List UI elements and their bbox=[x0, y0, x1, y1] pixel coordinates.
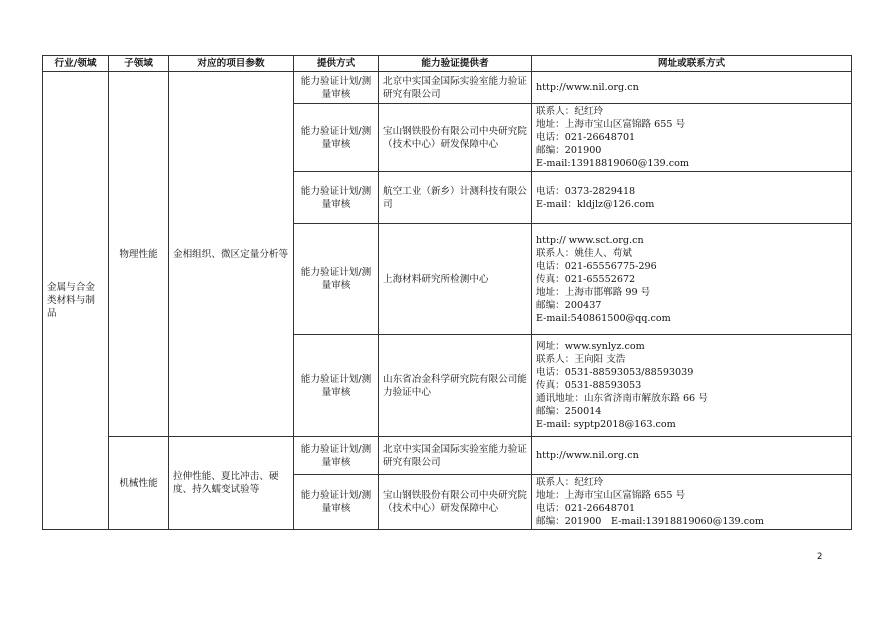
contact-line: 传真：021-65552672 bbox=[536, 273, 636, 285]
provider-cell: 航空工业（新乡）计测科技有限公司 bbox=[379, 172, 532, 224]
contact-cell bbox=[532, 224, 852, 335]
contact-line: 邮编：200437 bbox=[536, 299, 602, 311]
provider-cell: 北京中实国金国际实验室能力验证研究有限公司 bbox=[379, 72, 532, 104]
subfield-cell: 物理性能 bbox=[109, 72, 169, 437]
contact-line: 邮编：201900 E-mail:13918819060@139.com bbox=[536, 516, 764, 527]
contact-line: 传真：0531-88593053 bbox=[536, 380, 642, 391]
contact-line: http://www.nil.org.cn bbox=[536, 82, 639, 93]
contact-cell bbox=[532, 72, 852, 104]
method-cell: 能力验证计划/测量审核 bbox=[294, 335, 379, 437]
method-cell: 能力验证计划/测量审核 bbox=[294, 104, 379, 172]
contact-line: http://www.nil.org.cn bbox=[536, 450, 639, 461]
contact-line: E-mail:13918819060@139.com bbox=[536, 158, 689, 169]
col-header-provider: 能力验证提供者 bbox=[379, 56, 532, 72]
col-header-method: 提供方式 bbox=[294, 56, 379, 72]
provider-cell: 山东省冶金科学研究院有限公司能力验证中心 bbox=[379, 335, 532, 437]
col-header-params: 对应的项目参数 bbox=[169, 56, 294, 72]
contact-line: http:// www.sct.org.cn bbox=[536, 234, 644, 246]
provider-cell: 宝山钢铁股份有限公司中央研究院（技术中心）研发保障中心 bbox=[379, 104, 532, 172]
provider-cell: 北京中实国金国际实验室能力验证研究有限公司 bbox=[379, 437, 532, 475]
contact-line: 地址：上海市宝山区富锦路 655 号 bbox=[536, 490, 686, 501]
contact-line: 电话：021-26648701 bbox=[536, 132, 636, 143]
contact-line: 地址：上海市宝山区富锦路 655 号 bbox=[536, 119, 686, 130]
col-header-subfield: 子领域 bbox=[109, 56, 169, 72]
provider-cell: 上海材料研究所检测中心 bbox=[379, 224, 532, 335]
contact-cell bbox=[532, 104, 852, 172]
contact-line: 联系人：纪红玲 bbox=[536, 477, 604, 488]
params-cell: 拉伸性能、夏比冲击、硬度、持久蠕变试验等 bbox=[169, 437, 294, 530]
table-row bbox=[43, 72, 852, 104]
table-row bbox=[43, 437, 852, 475]
contact-line: 邮编：201900 bbox=[536, 145, 602, 156]
contact-line: 电话：0531-88593053/88593039 bbox=[536, 367, 694, 378]
method-cell: 能力验证计划/测量审核 bbox=[294, 437, 379, 475]
contact-line: 联系人：纪红玲 bbox=[536, 106, 604, 117]
contact-line: 电话：021-65556775-296 bbox=[536, 260, 657, 272]
contact-line: 通讯地址：山东省济南市解放东路 66 号 bbox=[536, 393, 708, 404]
contact-line: 联系人：姚佳人、苟斌 bbox=[536, 247, 632, 259]
method-cell: 能力验证计划/测量审核 bbox=[294, 172, 379, 224]
contact-cell bbox=[532, 475, 852, 530]
contact-line: 电话：021-26648701 bbox=[536, 503, 636, 514]
page-number: 2 bbox=[817, 552, 823, 562]
contact-line: 邮编：250014 bbox=[536, 406, 602, 417]
provider-table bbox=[42, 55, 852, 530]
method-cell: 能力验证计划/测量审核 bbox=[294, 475, 379, 530]
header-row bbox=[43, 56, 852, 72]
contact-line: 地址：上海市邯郸路 99 号 bbox=[536, 286, 651, 298]
method-cell: 能力验证计划/测量审核 bbox=[294, 72, 379, 104]
col-header-contact: 网址或联系方式 bbox=[532, 56, 852, 72]
method-cell: 能力验证计划/测量审核 bbox=[294, 224, 379, 335]
contact-cell bbox=[532, 335, 852, 437]
contact-cell bbox=[532, 437, 852, 475]
contact-cell bbox=[532, 172, 852, 224]
table-body bbox=[43, 72, 852, 530]
contact-line: E-mail:540861500@qq.com bbox=[536, 312, 671, 324]
provider-cell: 宝山钢铁股份有限公司中央研究院（技术中心）研发保障中心 bbox=[379, 475, 532, 530]
contact-line: 电话：0373-2829418 bbox=[536, 185, 636, 197]
subfield-cell: 机械性能 bbox=[109, 437, 169, 530]
industry-cell: 金属与合金类材料与制品 bbox=[43, 72, 109, 530]
contact-line: 网址：www.synlyz.com bbox=[536, 341, 645, 352]
contact-line: E-mail：kldjlz@126.com bbox=[536, 198, 655, 210]
contact-line: 联系人：王向阳 支浩 bbox=[536, 354, 626, 365]
params-cell: 金相组织、微区定量分析等 bbox=[169, 72, 294, 437]
col-header-industry: 行业/领域 bbox=[43, 56, 109, 72]
contact-line: E-mail: syptp2018@163.com bbox=[536, 419, 676, 430]
